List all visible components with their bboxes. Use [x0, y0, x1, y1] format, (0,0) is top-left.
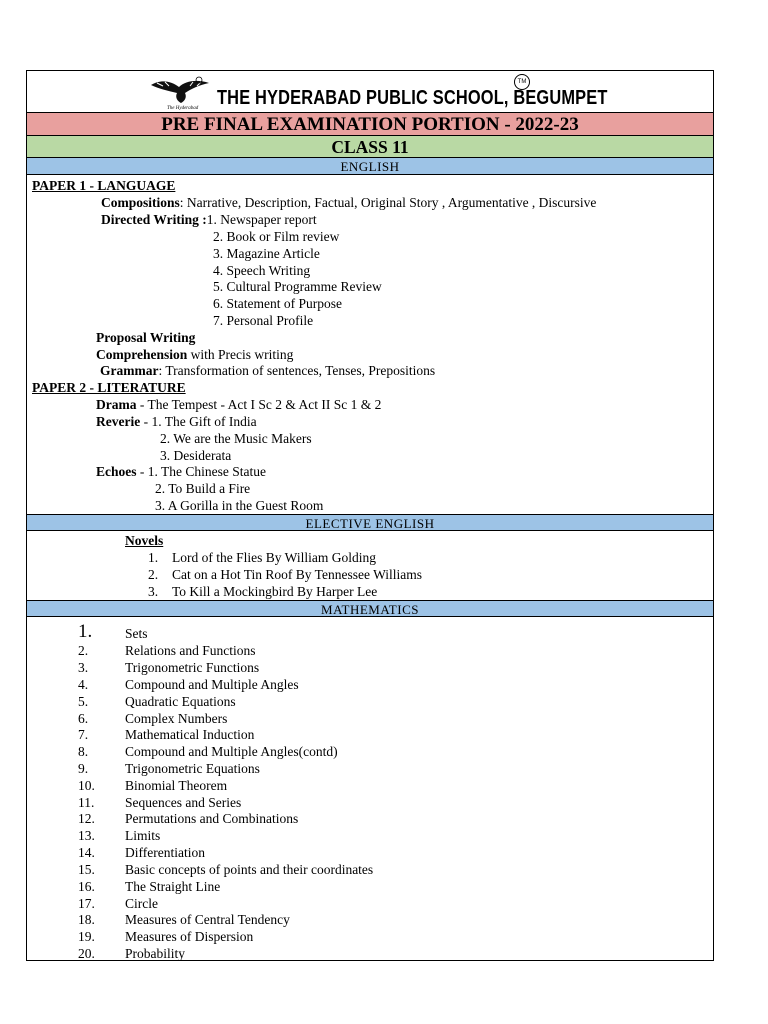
- topic-title: Trigonometric Functions: [125, 660, 260, 675]
- topic-number: 14.: [78, 845, 95, 860]
- portion-sheet: [26, 70, 714, 961]
- topic-number: 2.: [78, 643, 89, 658]
- paper1-title: PAPER 1 - LANGUAGE: [32, 178, 176, 193]
- echoes-item: 2. To Build a Fire: [155, 481, 251, 496]
- topic-title: Mathematical Induction: [125, 727, 255, 742]
- topic-number: 4.: [78, 677, 89, 692]
- echoes-item: - 1. The Chinese Statue: [136, 464, 266, 479]
- topic-title: Sequences and Series: [125, 795, 242, 810]
- reverie-item: - 1. The Gift of India: [140, 414, 257, 429]
- drama-label: Drama: [96, 397, 137, 412]
- topic-title: Binomial Theorem: [125, 778, 228, 793]
- topic-title: Permutations and Combinations: [125, 811, 299, 826]
- novel-title: To Kill a Mockingbird By Harper Lee: [172, 584, 378, 599]
- echoes-line: [96, 464, 266, 480]
- topic-title: Circle: [125, 896, 158, 911]
- directed-item: 2. Book or Film review: [213, 229, 340, 244]
- directed-item: 3. Magazine Article: [213, 246, 320, 261]
- topic-title: Trigonometric Equations: [125, 761, 260, 776]
- novel-number: 2.: [148, 567, 159, 582]
- topic-number: 1.: [78, 621, 93, 642]
- drama-line: [96, 397, 381, 413]
- directed-item: 1. Newspaper report: [206, 212, 317, 227]
- topic-number: 7.: [78, 727, 89, 742]
- novel-number: 1.: [148, 550, 159, 565]
- eagle-logo-icon: [149, 75, 211, 111]
- proposal-writing-label: Proposal Writing: [96, 330, 196, 345]
- topic-number: 8.: [78, 744, 89, 759]
- reverie-item: 3. Desiderata: [160, 448, 232, 463]
- topic-title: Sets: [125, 626, 148, 641]
- topic-title: Probability: [125, 946, 185, 961]
- topic-number: 16.: [78, 879, 95, 894]
- school-name: THE HYDERABAD PUBLIC SCHOOL, BEGUMPET: [217, 87, 608, 109]
- topic-title: Compound and Multiple Angles(contd): [125, 744, 338, 759]
- novel-number: 3.: [148, 584, 159, 599]
- directed-writing-line: [101, 212, 317, 228]
- topic-title: Quadratic Equations: [125, 694, 236, 709]
- compositions-text: : Narrative, Description, Factual, Original Story , Argumentative , Discursive: [179, 195, 597, 210]
- topic-title: Relations and Functions: [125, 643, 256, 658]
- echoes-label: Echoes: [96, 464, 137, 479]
- school-header: [27, 71, 713, 113]
- comprehension-text: with Precis writing: [187, 347, 294, 362]
- comprehension-line: [96, 347, 293, 363]
- topic-number: 5.: [78, 694, 89, 709]
- topic-title: Differentiation: [125, 845, 205, 860]
- directed-item: 4. Speech Writing: [213, 263, 311, 278]
- topic-number: 18.: [78, 912, 95, 927]
- novel-title: Lord of the Flies By William Golding: [172, 550, 376, 565]
- class-title: CLASS 11: [27, 136, 713, 158]
- logo-motto: The Hyderabad: [167, 106, 199, 111]
- compositions-label: Compositions: [101, 195, 180, 210]
- echoes-item: 3. A Gorilla in the Guest Room: [155, 498, 324, 513]
- section-heading-elective-english: ELECTIVE ENGLISH: [27, 514, 713, 531]
- topic-title: Compound and Multiple Angles: [125, 677, 299, 692]
- topic-number: 9.: [78, 761, 89, 776]
- topic-title: Measures of Dispersion: [125, 929, 254, 944]
- topic-number: 3.: [78, 660, 89, 675]
- paper2-title: PAPER 2 - LITERATURE: [32, 380, 186, 395]
- directed-item: 6. Statement of Purpose: [213, 296, 342, 311]
- topic-number: 12.: [78, 811, 95, 826]
- directed-item: 5. Cultural Programme Review: [213, 279, 382, 294]
- topic-number: 19.: [78, 929, 95, 944]
- novel-title: Cat on a Hot Tin Roof By Tennessee Williams: [172, 567, 423, 582]
- directed-label: Directed Writing :: [101, 212, 207, 227]
- novels-label: Novels: [125, 533, 164, 548]
- exam-title: PRE FINAL EXAMINATION PORTION - 2022-23: [27, 113, 713, 136]
- comprehension-label: Comprehension: [96, 347, 188, 362]
- topic-title: Limits: [125, 828, 161, 843]
- directed-item: 7. Personal Profile: [213, 313, 314, 328]
- topic-number: 17.: [78, 896, 95, 911]
- grammar-label: Grammar: [100, 363, 159, 378]
- topic-title: Basic concepts of points and their coordinates: [125, 862, 374, 877]
- topic-number: 13.: [78, 828, 95, 843]
- drama-text: - The Tempest - Act I Sc 2 & Act II Sc 1 & 2: [136, 397, 382, 412]
- topic-title: Measures of Central Tendency: [125, 912, 290, 927]
- topic-number: 6.: [78, 711, 89, 726]
- topic-number: 15.: [78, 862, 95, 877]
- section-heading-english: ENGLISH: [27, 158, 713, 175]
- topic-title: Complex Numbers: [125, 711, 228, 726]
- topic-title: The Straight Line: [125, 879, 221, 894]
- reverie-label: Reverie: [96, 414, 141, 429]
- compositions-line: [101, 195, 596, 211]
- topic-number: 20.: [78, 946, 95, 961]
- reverie-line: [96, 414, 257, 430]
- grammar-text: : Transformation of sentences, Tenses, Prepositions: [158, 363, 436, 378]
- grammar-line: [100, 363, 435, 379]
- trademark-badge: TM: [514, 74, 530, 90]
- reverie-item: 2. We are the Music Makers: [160, 431, 312, 446]
- section-heading-mathematics: MATHEMATICS: [27, 600, 713, 617]
- topic-number: 10.: [78, 778, 95, 793]
- topic-number: 11.: [78, 795, 95, 810]
